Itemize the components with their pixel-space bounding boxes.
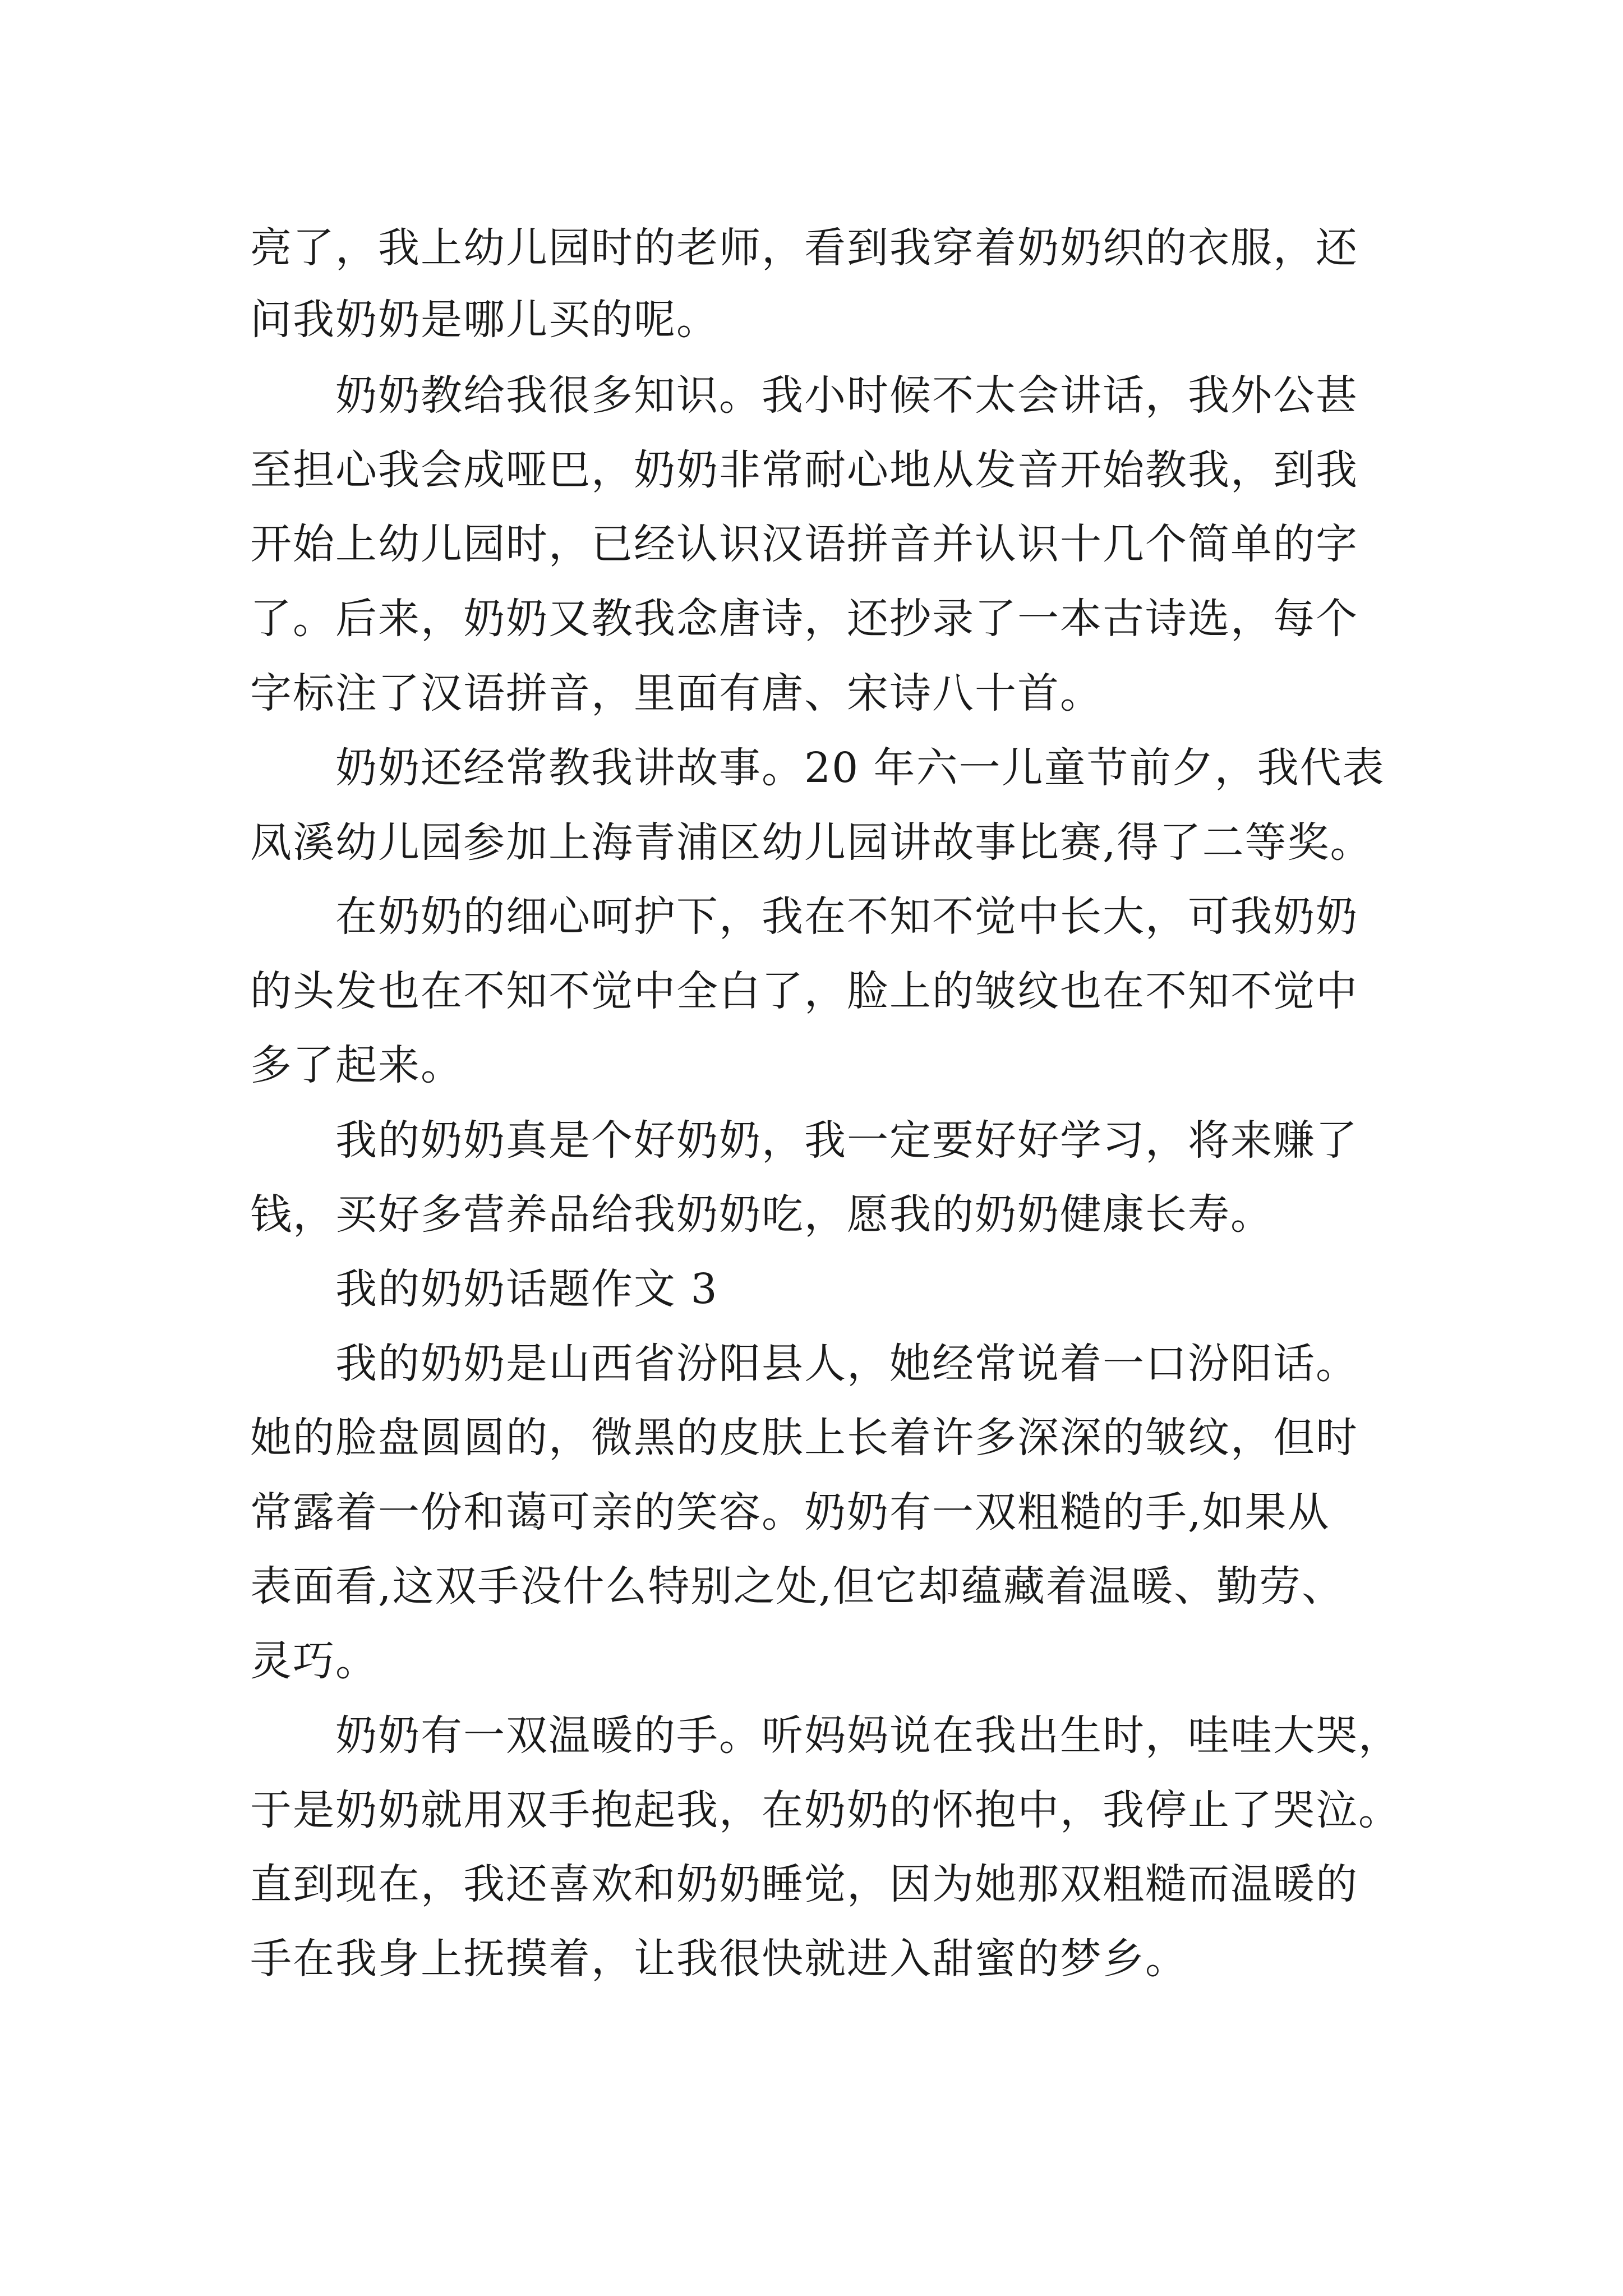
text-line: 灵巧。 [250, 1637, 378, 1685]
text-line: 表面看,这双手没什么特别之处,但它却蕴藏着温暖、勤劳、 [250, 1562, 1345, 1611]
text-line: 她的脸盘圆圆的，微黑的皮肤上长着许多深深的皱纹，但时 [250, 1414, 1358, 1462]
section-heading: 我的奶奶话题作文 3 [335, 1265, 718, 1313]
text-line: 凤溪幼儿园参加上海青浦区幼儿园讲故事比赛,得了二等奖。 [250, 818, 1373, 867]
text-line: 开始上幼儿园时，已经认识汉语拼音并认识十几个简单的字 [250, 520, 1358, 568]
text-line: 至担心我会成哑巴，奶奶非常耐心地从发音开始教我，到我 [250, 446, 1358, 494]
text-line: 钱，买好多营养品给我奶奶吃，愿我的奶奶健康长寿。 [250, 1190, 1273, 1239]
text-line: 了。后来，奶奶又教我念唐诗，还抄录了一本古诗选，每个 [250, 595, 1358, 643]
text-line: 常露着一份和蔼可亲的笑容。奶奶有一双粗糙的手,如果从 [250, 1488, 1330, 1536]
text-line: 字标注了汉语拼音，里面有唐、宋诗八十首。 [250, 669, 1103, 717]
text-line: 亮了，我上幼儿园时的老师，看到我穿着奶奶织的衣服，还 [250, 224, 1358, 272]
text-line: 的头发也在不知不觉中全白了，脸上的皱纹也在不知不觉中 [250, 967, 1358, 1015]
text-line: 奶奶有一双温暖的手。听妈妈说在我出生时，哇哇大哭， [335, 1711, 1401, 1760]
text-line: 问我奶奶是哪儿买的呢。 [250, 296, 719, 344]
text-line: 在奶奶的细心呵护下，我在不知不觉中长大，可我奶奶 [335, 892, 1358, 941]
text-line: 直到现在，我还喜欢和奶奶睡觉，因为她那双粗糙而温暖的 [250, 1860, 1358, 1908]
text-line: 奶奶还经常教我讲故事。20 年六一儿童节前夕，我代表 [335, 744, 1385, 792]
text-line: 我的奶奶真是个好奶奶，我一定要好好学习，将来赚了 [335, 1116, 1358, 1165]
text-line: 我的奶奶是山西省汾阳县人，她经常说着一口汾阳话。 [335, 1340, 1358, 1388]
text-line: 奶奶教给我很多知识。我小时候不太会讲话，我外公甚 [335, 371, 1358, 420]
text-line: 多了起来。 [250, 1041, 463, 1089]
text-line: 手在我身上抚摸着，让我很快就进入甜蜜的梦乡。 [250, 1935, 1188, 1983]
text-line: 于是奶奶就用双手抱起我，在奶奶的怀抱中，我停止了哭泣。 [250, 1786, 1401, 1834]
